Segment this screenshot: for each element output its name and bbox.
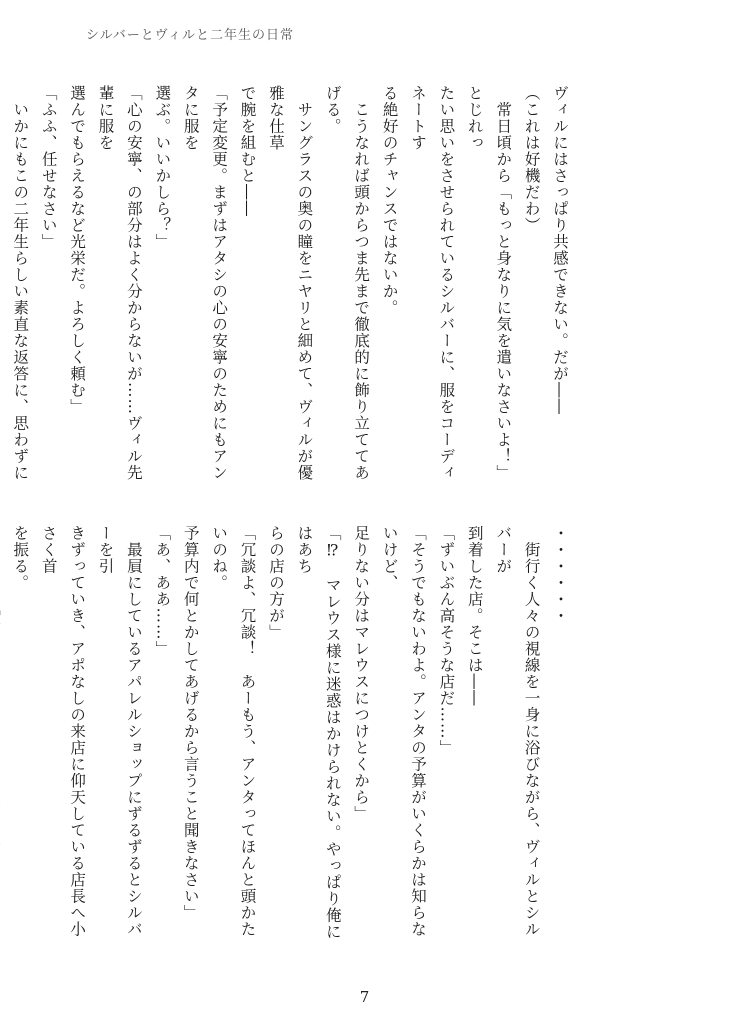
text-line: を振る。 xyxy=(11,525,30,591)
running-header: シルバーとヴィルと二年生の日常 xyxy=(86,28,294,43)
scene-break: ・・・・・・ xyxy=(551,525,569,624)
text-line: 「心の安寧、の部分はよく分からないが……ヴィル先輩に服を xyxy=(96,85,143,481)
text-line: 予算内で何とかしてあげるから言うこと聞きなさい」 xyxy=(181,525,200,921)
text-line: 「そうでもないわよ。アンタの予算がいくらかは知らないけど、 xyxy=(380,525,427,938)
text-line: る絶好のチャンスではないか。 xyxy=(380,85,399,316)
text-line: きずっていき、アポなしの来店に仰天している店長へ小さく首 xyxy=(39,525,87,938)
text-line: 「⁉︎ マレウス様に迷惑はかけられない。やっぱり俺にはあち xyxy=(295,525,342,940)
text-block-top xyxy=(11,85,574,497)
text-line: 「予定変更。まずはアタシの心の安寧のためにもアンタに服を xyxy=(181,85,229,481)
text-line: 「あ、ああ……」 xyxy=(153,525,172,657)
text-line: こうなれば頭からつま先まで徹底的に飾り立ててあげる。 xyxy=(323,85,371,481)
text-line: ヴィルにはさっぱり共感できない。だが―― xyxy=(551,85,569,415)
text-line: で腕を組むと―― xyxy=(238,85,257,217)
text-line: サングラスの奥の瞳をニヤリと細めて、ヴィルが優雅な仕草 xyxy=(266,85,314,481)
text-line: 「ずいぶん高そうな店だ……」 xyxy=(437,525,456,756)
text-line: 常日頃から「もっと身なりに気を遣いなさいよ！」とじれっ xyxy=(465,85,513,481)
text-line: 足りない分はマレウスにつけとくから」 xyxy=(352,525,371,822)
text-line: 選ぶ。いいかしら？」 xyxy=(153,85,172,250)
text-line: 到着した店。そこは―― xyxy=(465,525,484,707)
text-line: 選んでもらえるなど光栄だ。よろしく頼む」 xyxy=(68,85,87,415)
text-line: たい思いをさせられているシルバーに、服をコーディネートす xyxy=(408,85,456,481)
text-line: らの店の方が」 xyxy=(266,525,285,641)
text-line: いかにもこの二年生らしい素直な返答に、思わずに xyxy=(11,101,30,481)
text-block-bottom xyxy=(11,525,574,950)
text-line: 「冗談よ、冗談！ あーもう、アンタってほんと頭かたいのね。 xyxy=(210,525,257,938)
page-number: 7 xyxy=(359,988,370,1006)
text-line: 「ふふ、任せなさい」 xyxy=(39,85,58,250)
text-line: 街行く人々の視線を一身に浴びながら、ヴィルとシルバーが xyxy=(494,525,541,938)
text-line: 最屓にしているアパレルショップにずるずるとシルバーを引 xyxy=(96,525,143,938)
text-line: （これは好機だわ） xyxy=(522,85,541,234)
text-line xyxy=(0,525,6,950)
